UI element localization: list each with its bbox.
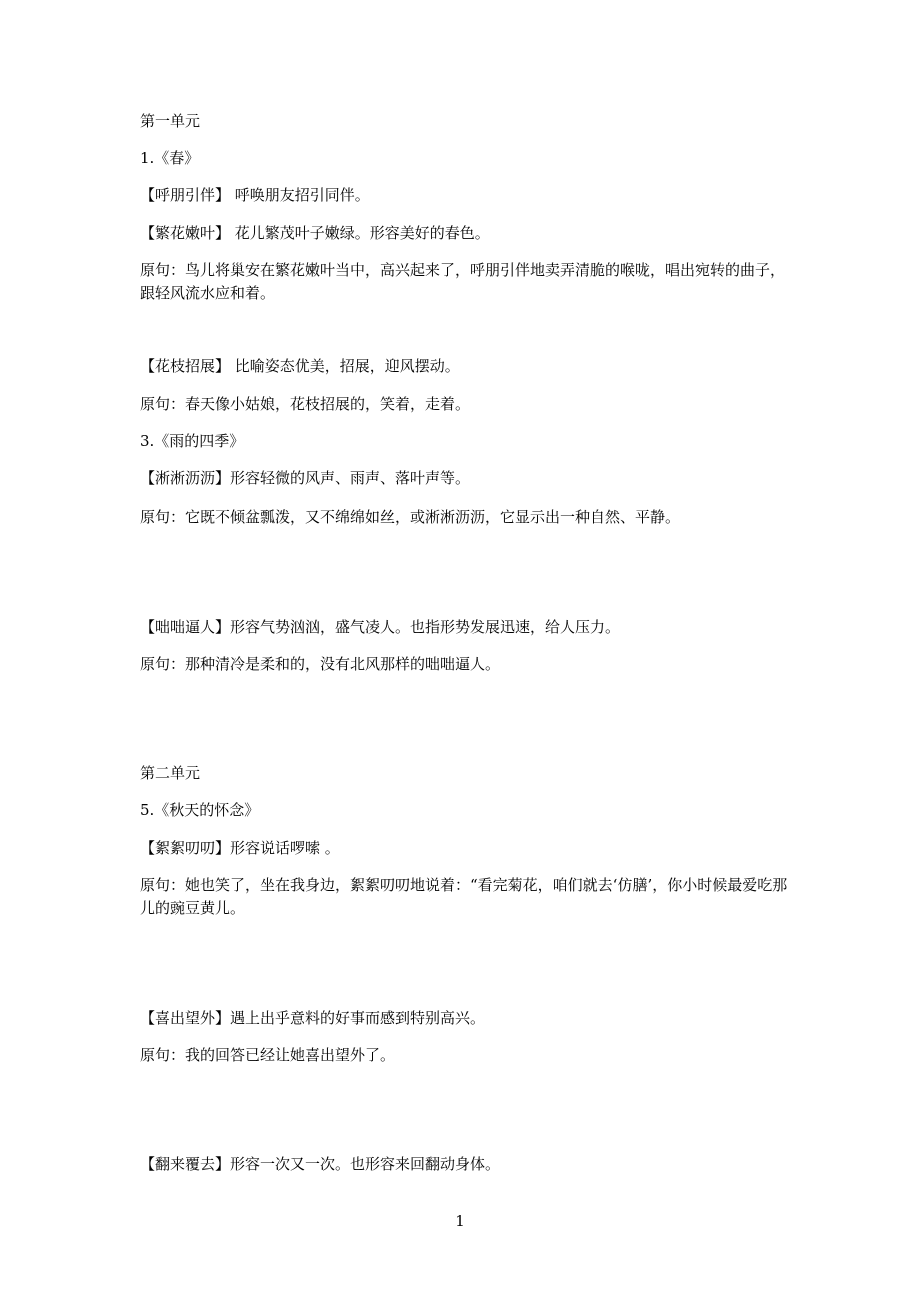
example-sentence: 原句：春天像小姑娘，花枝招展的，笑着，走着。 bbox=[140, 395, 471, 413]
lesson-title: 1.《春》 bbox=[140, 149, 200, 167]
unit-heading: 第一单元 bbox=[140, 112, 201, 130]
idiom-entry: 【呼朋引伴】 呼唤朋友招引同伴。 bbox=[140, 186, 370, 204]
example-sentence: 原句：我的回答已经让她喜出望外了。 bbox=[140, 1046, 396, 1064]
example-sentence: 原句：她也笑了，坐在我身边，絮絮叨叨地说着：“看完菊花，咱们就去‘仿膳’，你小时候最爱吃那儿的豌豆黄儿。 bbox=[140, 876, 788, 917]
unit-heading: 第二单元 bbox=[140, 764, 201, 782]
idiom-entry: 【喜出望外】遇上出乎意料的好事而感到特别高兴。 bbox=[140, 1009, 486, 1027]
example-sentence: 原句：那种清冷是柔和的，没有北风那样的咄咄逼人。 bbox=[140, 655, 501, 673]
example-sentence: 原句：鸟儿将巢安在繁花嫩叶当中，高兴起来了，呼朋引伴地卖弄清脆的喉咙，唱出宛转的曲子，跟轻风流水应和着。 bbox=[140, 261, 786, 302]
idiom-entry: 【花枝招展】 比喻姿态优美，招展，迎风摆动。 bbox=[140, 357, 460, 375]
idiom-entry: 【絮絮叨叨】形容说话啰嗦 。 bbox=[140, 839, 340, 857]
lesson-title: 3.《雨的四季》 bbox=[140, 432, 245, 450]
idiom-entry: 【翻来覆去】形容一次又一次。也形容来回翻动身体。 bbox=[140, 1155, 501, 1173]
page-number: 1 bbox=[455, 1212, 465, 1230]
example-sentence: 原句：它既不倾盆瓢泼，又不绵绵如丝，或淅淅沥沥，它显示出一种自然、平静。 bbox=[140, 508, 681, 526]
idiom-entry: 【咄咄逼人】形容气势汹汹，盛气凌人。也指形势发展迅速，给人压力。 bbox=[140, 618, 621, 636]
lesson-title: 5.《秋天的怀念》 bbox=[140, 801, 260, 819]
idiom-entry: 【淅淅沥沥】形容轻微的风声、雨声、落叶声等。 bbox=[140, 469, 471, 487]
idiom-entry: 【繁花嫩叶】 花儿繁茂叶子嫩绿。形容美好的春色。 bbox=[140, 224, 490, 242]
